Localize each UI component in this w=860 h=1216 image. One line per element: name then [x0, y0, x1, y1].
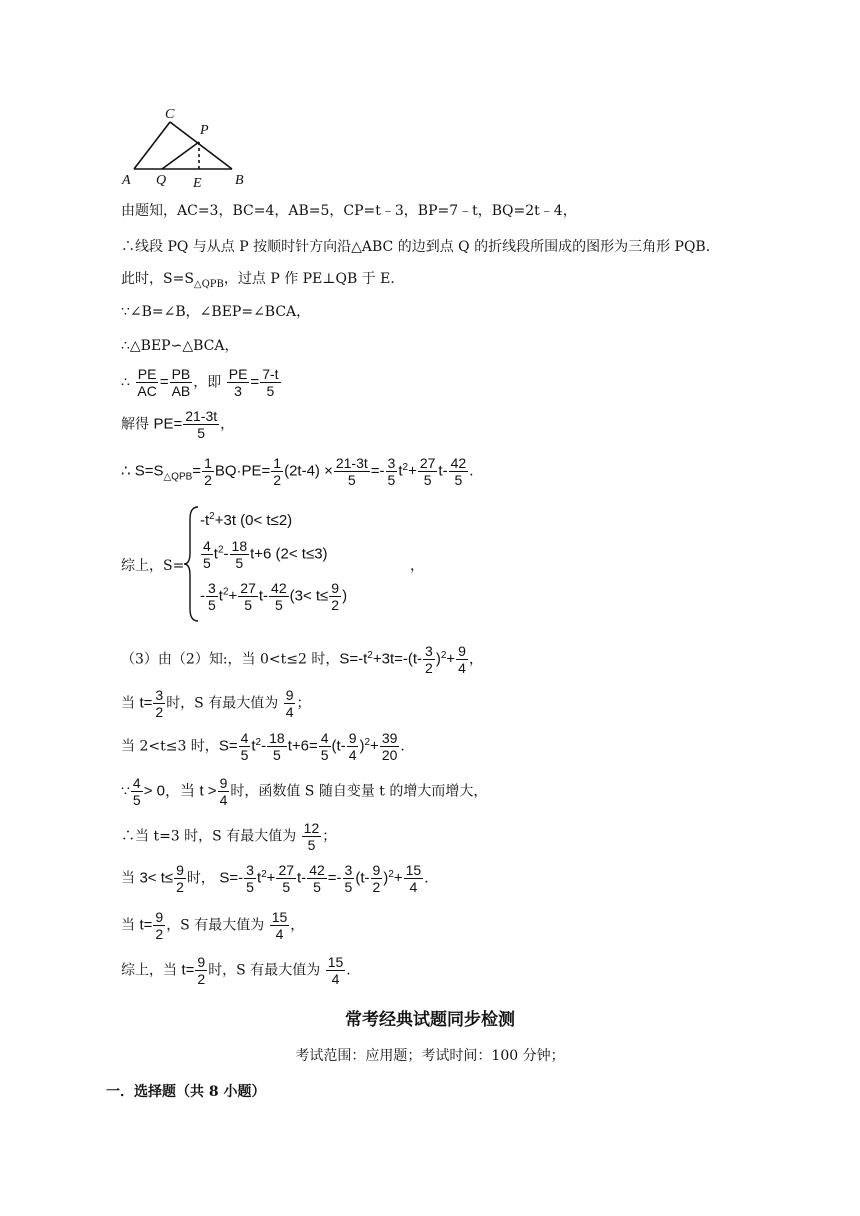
line-area-formula: ∴ $S=S_{\triangle QPB}=$ $\frac{1}{2}$ BQ·PE= $\frac{1}{2}$ (2t-4) × $\frac{21-3t}{5}$ =- $\frac{3}{5}$ $t^2+$ $\frac{27}{5}$ t- $\frac{42}{5}$ . [121, 455, 474, 488]
line-part3-case3: 当 3< t≤ $\frac{9}{2}$ 时， S=- $\frac{3}{5}$ $t^2+$ $\frac{27}{5}$ t- $\frac{42}{5}$ =- $\frac{3}{5}$ (t- $\frac{9}{2}$ )$^2$+ $\frac{15}{4}$ . [121, 862, 429, 895]
line-part3-case1: （3）由（2）知:，当 0<t≤2 时，$S=-t^2+3t=-(t-$ $\frac{3}{2}$ )$^2$+ $\frac{9}{4}$ ， [121, 643, 483, 676]
page-heading: 常考经典试题同步检测 [345, 1010, 515, 1030]
line-summary-label: 综上，S= [121, 558, 185, 574]
label-p: P [200, 123, 209, 138]
line-max-1: 当 t= $\frac{3}{2}$ 时，S 有最大值为 $\frac{9}{4}$ ； [121, 687, 311, 720]
exam-info: 考试范围：应用题；考试时间：100 分钟； [295, 1048, 565, 1064]
line-max-2: ∴当 t=3 时，S 有最大值为 $\frac{12}{5}$ ； [121, 820, 337, 853]
line-triangle-pqb: ∴线段 PQ 与从点 P 按顺时针方向沿△ABC 的边到点 Q 的折线段所围成的图形为三角形 PQB． [121, 239, 720, 255]
line-part3-case2: 当 2<t≤3 时，S= $\frac{4}{5}$ $t^2-$ $\frac{18}{5}$ t+6= $\frac{4}{5}$ (t- $\frac{9}{4}$ )$^2$+ $\frac{39}{20}$ . [121, 730, 405, 763]
case-1: $-t^2+3t$ (0< t≤2) [200, 511, 293, 529]
line-given: 由题知，AC=3，BC=4，AB=5，CP=t﹣3，BP=7﹣t，BQ=2t﹣4， [121, 203, 577, 219]
label-c: C [165, 107, 175, 122]
label-e: E [193, 176, 202, 190]
line-angles: ∵∠B=∠B，∠BEP=∠BCA， [121, 304, 311, 320]
label-b: B [235, 173, 244, 188]
label-a: A [122, 173, 131, 188]
line-ratio: ∴ $\frac{PE}{AC}$ = $\frac{PB}{AB}$ ，即 $\frac{PE}{3}$ = $\frac{7-t}{5}$ [121, 366, 279, 399]
line-max-3: 当 t= $\frac{9}{2}$ ，S 有最大值为 $\frac{15}{4}$ ， [121, 909, 305, 942]
line-increasing: ∵ $\frac{4}{5}$ > 0，当 t > $\frac{9}{4}$ 时，函数值 S 随自变量 t 的增大而增大， [121, 775, 488, 808]
line-similar: ∴△BEP∽△BCA， [121, 338, 239, 354]
case-2: $\frac{4}{5}$ $t^2-$ $\frac{18}{5}$ t+6 (2< t≤3) [203, 538, 328, 571]
label-q: Q [156, 173, 167, 188]
case-3: - $\frac{3}{5}$ $t^2+$ $\frac{27}{5}$ t- $\frac{42}{5}$ (3< t≤ $\frac{9}{2}$ ) [200, 580, 348, 613]
section-title: 一．选择题（共 8 小题） [106, 1084, 266, 1100]
line-conclusion: 综上，当 t= $\frac{9}{2}$ 时，S 有最大值为 $\frac{15}{4}$ . [121, 954, 351, 987]
line-area-def: 此时，$S=S_{\triangle QPB}$，过点 P 作 PE⊥QB 于 E． [121, 271, 405, 290]
summary-comma: ， [410, 558, 424, 574]
brace-icon [183, 505, 201, 623]
triangle-figure [118, 104, 258, 190]
frac-pe-ac: $\frac{PE}{AC}$ [137, 366, 157, 399]
line-pe-solved: 解得 PE= $\frac{21-3t}{5}$ ， [121, 408, 235, 441]
